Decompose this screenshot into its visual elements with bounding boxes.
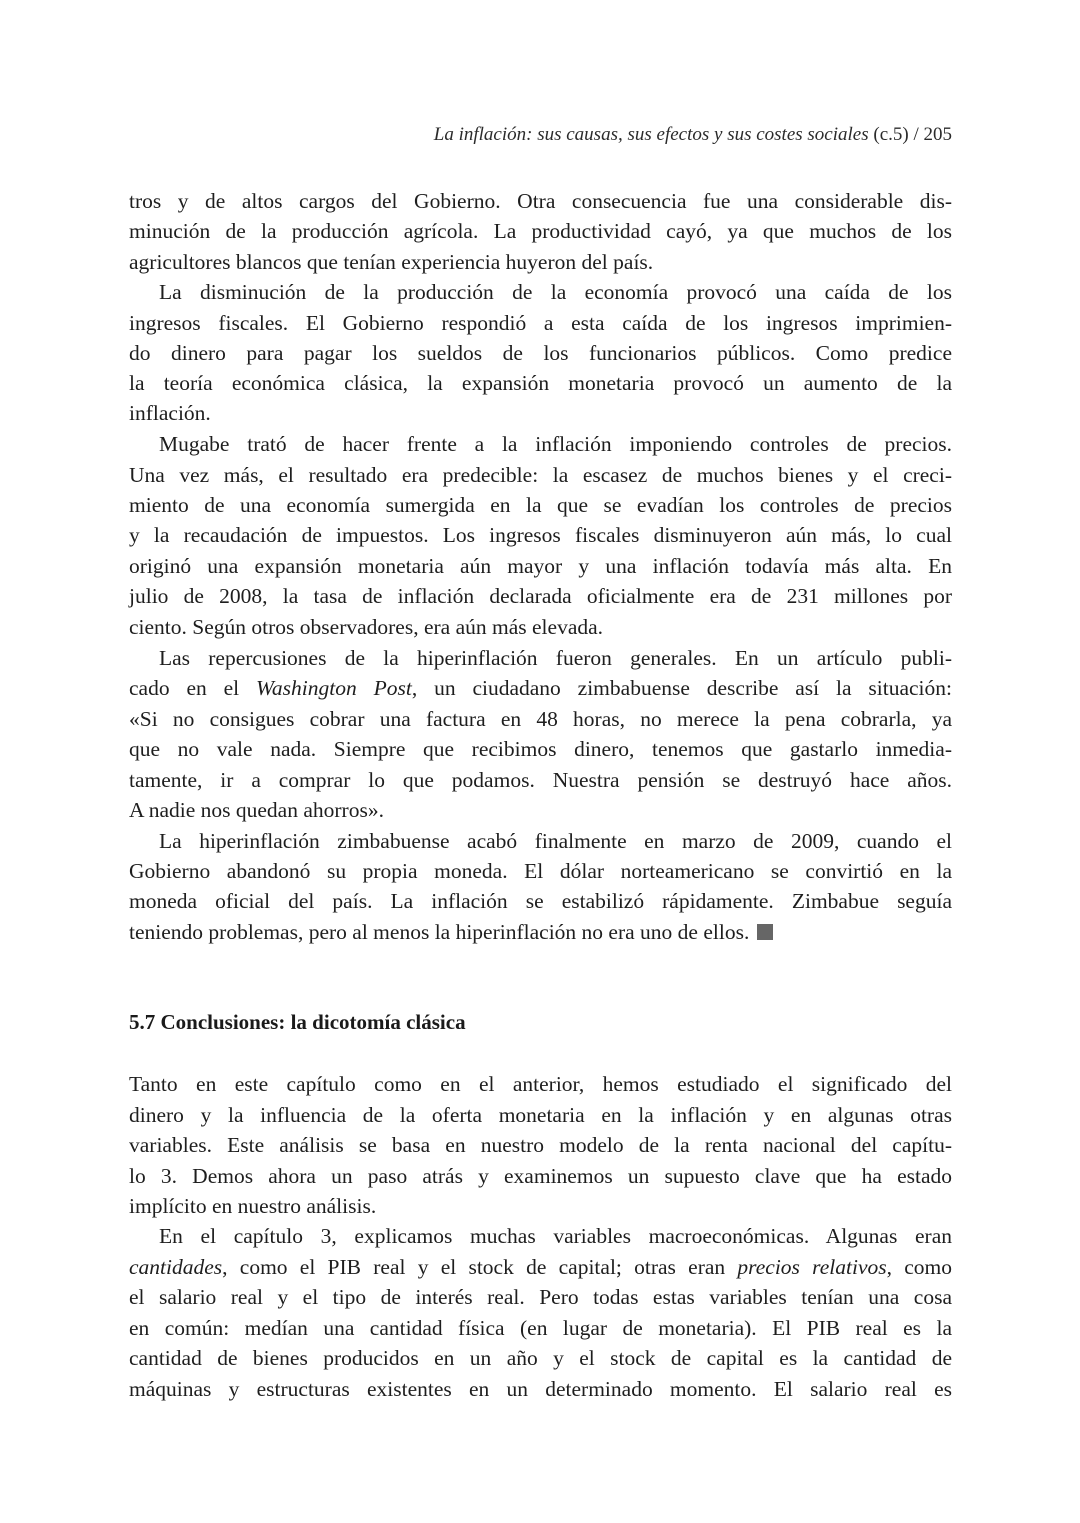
text-line: julio de 2008, la tasa de inflación declarada oficialmente era de 231 millones por [129, 584, 952, 608]
text-line: A nadie nos quedan ahorros». [129, 798, 384, 822]
text-line: Tanto en este capítulo como en el anterior, hemos estudiado el significado del [129, 1072, 952, 1096]
text-line: y la recaudación de impuestos. Los ingresos fiscales disminuyeron aún más, lo cual [129, 523, 952, 547]
running-head-separator: / [913, 124, 919, 145]
text-line: originó una expansión monetaria aún mayor y una inflación todavía más alta. En [129, 554, 952, 578]
text-line: que no vale nada. Siempre que recibimos dinero, tenemos que gastarlo inmedia- [129, 737, 952, 761]
publication-title: Washington Post [256, 676, 412, 700]
running-head [434, 124, 952, 146]
text-line: tros y de altos cargos del Gobierno. Otra consecuencia fue una considerable dis- [129, 189, 952, 213]
text-line: moneda oficial del país. La inflación se estabilizó rápidamente. Zimbabue seguía [129, 889, 952, 913]
running-head-title: La inflación: sus causas, sus efectos y sus costes sociales [433, 124, 869, 145]
text-line: La disminución de la producción de la economía provocó una caída de los [159, 280, 952, 304]
text-line-final [129, 917, 952, 947]
running-head-chapter: (c.5) [873, 124, 909, 145]
text-line: miento de una economía sumergida en la que se evadían los controles de precios [129, 493, 952, 517]
text-line: máquinas y estructuras existentes en un determinado momento. El salario real es [129, 1377, 952, 1401]
text-line: ingresos fiscales. El Gobierno respondió a esta caída de los ingresos imprimien- [129, 311, 952, 335]
text-line: variables. Este análisis se basa en nuestro modelo de la renta nacional del capítu- [129, 1133, 952, 1157]
text-line: el salario real y el tipo de interés real. Pero todas estas variables tenían una cosa [129, 1285, 952, 1309]
text-line: Gobierno abandonó su propia moneda. El dólar norteamericano se convirtió en la [129, 859, 952, 883]
text-run: teniendo problemas, pero al menos la hiperinflación no era uno de ellos. [129, 920, 750, 944]
text-run: cado en el [129, 676, 256, 700]
text-line: En el capítulo 3, explicamos muchas variables macroeconómicas. Algunas eran [159, 1224, 952, 1248]
text-line: inflación. [129, 401, 211, 425]
text-line: Mugabe trató de hacer frente a la inflación imponiendo controles de precios. [159, 432, 952, 456]
text-line: minución de la producción agrícola. La productividad cayó, ya que muchos de los [129, 219, 952, 243]
text-line-with-italic [129, 673, 952, 703]
text-line-with-italic [129, 1252, 952, 1282]
text-line: Las repercusiones de la hiperinflación fueron generales. En un artículo publi- [159, 646, 952, 670]
italic-term: precios relativos [737, 1255, 887, 1279]
page-number: 205 [923, 124, 952, 145]
end-of-box-square-icon [757, 924, 773, 940]
text-run: , como [886, 1255, 952, 1279]
text-line: ciento. Según otros observadores, era aún más elevada. [129, 615, 604, 639]
text-line: «Si no consigues cobrar una factura en 48 horas, no merece la pena cobrarla, ya [129, 707, 952, 731]
text-line: La hiperinflación zimbabuense acabó finalmente en marzo de 2009, cuando el [159, 829, 952, 853]
text-line: do dinero para pagar los sueldos de los funcionarios públicos. Como predice [129, 341, 952, 365]
text-line: tamente, ir a comprar lo que podamos. Nuestra pensión se destruyó hace años. [129, 768, 952, 792]
text-run: , como el PIB real y el stock de capital; otras eran [222, 1255, 738, 1279]
text-line: la teoría económica clásica, la expansión monetaria provocó un aumento de la [129, 371, 952, 395]
text-line: implícito en nuestro análisis. [129, 1194, 377, 1218]
text-run: , un ciudadano zimbabuense describe así la situación: [411, 676, 952, 700]
text-line: Una vez más, el resultado era predecible: la escasez de muchos bienes y el creci- [129, 463, 952, 487]
text-line: cantidad de bienes producidos en un año y el stock de capital es la cantidad de [129, 1346, 952, 1370]
italic-term: cantidades [129, 1255, 223, 1279]
text-line: lo 3. Demos ahora un paso atrás y examinemos un supuesto clave que ha estado [129, 1164, 952, 1188]
text-line: dinero y la influencia de la oferta monetaria en la inflación y en algunas otras [129, 1103, 952, 1127]
text-line: agricultores blancos que tenían experiencia huyeron del país. [129, 250, 654, 274]
section-heading: 5.7 Conclusiones: la dicotomía clásica [129, 1010, 466, 1034]
text-line: en común: medían una cantidad física (en lugar de monetaria). El PIB real es la [129, 1316, 952, 1340]
